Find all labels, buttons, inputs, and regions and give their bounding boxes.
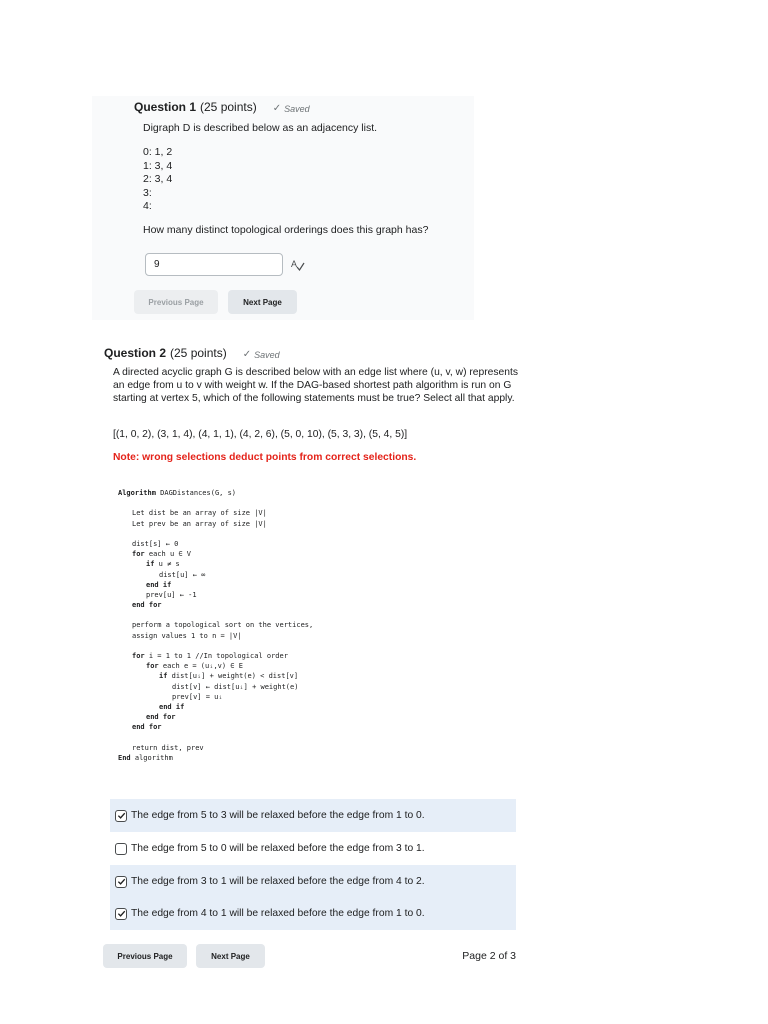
algo-line: dist[u] ← ∞ [159, 570, 206, 579]
question-description: A directed acyclic graph G is described below with an edge list where (u, v, w) represents an edge from u to v with weight w. If the DAG-based shortest path algorithm is run on G starting at vertex 5, which of the following statements must be true? Select all that apply. [113, 367, 519, 404]
algo-line: if dist[uᵢ] + weight(e) < dist[v] [159, 672, 299, 681]
page-indicator: Page 2 of 3 [462, 950, 516, 962]
option-text: The edge from 5 to 0 will be relaxed before the edge from 3 to 1. [131, 843, 425, 854]
algo-line: dist[v] ← dist[uᵢ] + weight(e) [172, 682, 299, 691]
option-text: The edge from 3 to 1 will be relaxed before the edge from 4 to 2. [131, 876, 425, 887]
algo-line: assign values 1 to n = |V| [132, 631, 242, 640]
algo-line: end if [159, 702, 185, 711]
check-icon [117, 909, 126, 918]
adjacency-row: 4: [143, 200, 152, 212]
adjacency-row: 3: [143, 186, 152, 199]
checkbox[interactable] [115, 908, 127, 920]
option-text: The edge from 4 to 1 will be relaxed before the edge from 1 to 0. [131, 908, 425, 919]
checkbox[interactable] [115, 876, 127, 888]
checkbox[interactable] [115, 843, 127, 855]
question-1-header [134, 100, 310, 114]
question-label: Question 2 [104, 346, 167, 360]
edge-list: [(1, 0, 2), (3, 1, 4), (4, 1, 1), (4, 2, 6), (5, 0, 10), (5, 3, 3), (5, 4, 5)] [113, 429, 408, 440]
algo-line: End algorithm [118, 753, 173, 762]
answer-option[interactable] [110, 865, 516, 898]
check-icon: ✓ [242, 349, 252, 360]
saved-status [273, 103, 310, 114]
algo-line: Let dist be an array of size |V| [132, 509, 267, 518]
algo-line: Let prev be an array of size |V| [132, 519, 267, 528]
answer-option[interactable] [110, 897, 516, 930]
question-label: Question 1 [134, 100, 197, 114]
saved-label: Saved [284, 103, 310, 114]
algo-line: dist[s] ← 0 [132, 539, 179, 548]
answer-option[interactable] [110, 832, 516, 865]
question-2-header [104, 346, 280, 360]
answer-option[interactable] [110, 799, 516, 832]
algo-line: end for [132, 601, 162, 610]
next-page-button[interactable]: Next Page [228, 290, 297, 314]
check-icon: ✓ [272, 103, 282, 114]
warning-note: Note: wrong selections deduct points from correct selections. [113, 452, 417, 463]
algo-line: prev[v] = uᵢ [172, 692, 223, 701]
algo-line: end for [146, 713, 176, 722]
algo-line: end for [132, 723, 162, 732]
adjacency-row: 1: 3, 4 [143, 159, 173, 172]
svg-text:A: A [291, 259, 298, 269]
algo-line: perform a topological sort on the vertices, [132, 621, 314, 630]
algorithm-pseudocode [118, 488, 438, 763]
algo-line: for each u ∈ V [132, 550, 192, 559]
question-prompt: Digraph D is described below as an adjacency list. [143, 122, 378, 134]
saved-label: Saved [254, 349, 280, 360]
question-points: (25 points) [170, 346, 227, 360]
saved-status [243, 349, 280, 360]
algo-line: for each e = (uᵢ,v) ∈ E [146, 662, 243, 671]
algo-line: end if [146, 580, 172, 589]
algo-line: Algorithm DAGDistances(G, s) [118, 489, 237, 497]
question-1-panel [92, 96, 474, 320]
adjacency-row: 0: 1, 2 [143, 146, 173, 158]
check-icon [117, 877, 126, 886]
next-page-button[interactable]: Next Page [196, 944, 265, 968]
adjacency-list [143, 146, 172, 214]
question-points: (25 points) [200, 100, 257, 114]
check-icon [117, 811, 126, 820]
question-text: How many distinct topological orderings does this graph has? [143, 224, 429, 236]
previous-page-button[interactable]: Previous Page [103, 944, 187, 968]
algo-line: prev[u] ← -1 [146, 590, 197, 599]
previous-page-button[interactable]: Previous Page [134, 290, 218, 314]
checkbox[interactable] [115, 810, 127, 822]
algo-line: return dist, prev [132, 743, 204, 752]
option-text: The edge from 5 to 3 will be relaxed before the edge from 1 to 0. [131, 810, 425, 821]
algo-line: if u ≠ s [146, 560, 180, 569]
spellcheck-icon[interactable] [291, 258, 305, 272]
answer-input[interactable] [145, 253, 283, 276]
adjacency-row: 2: 3, 4 [143, 173, 173, 185]
algo-line: for i = 1 to 1 //In topological order [132, 652, 288, 660]
